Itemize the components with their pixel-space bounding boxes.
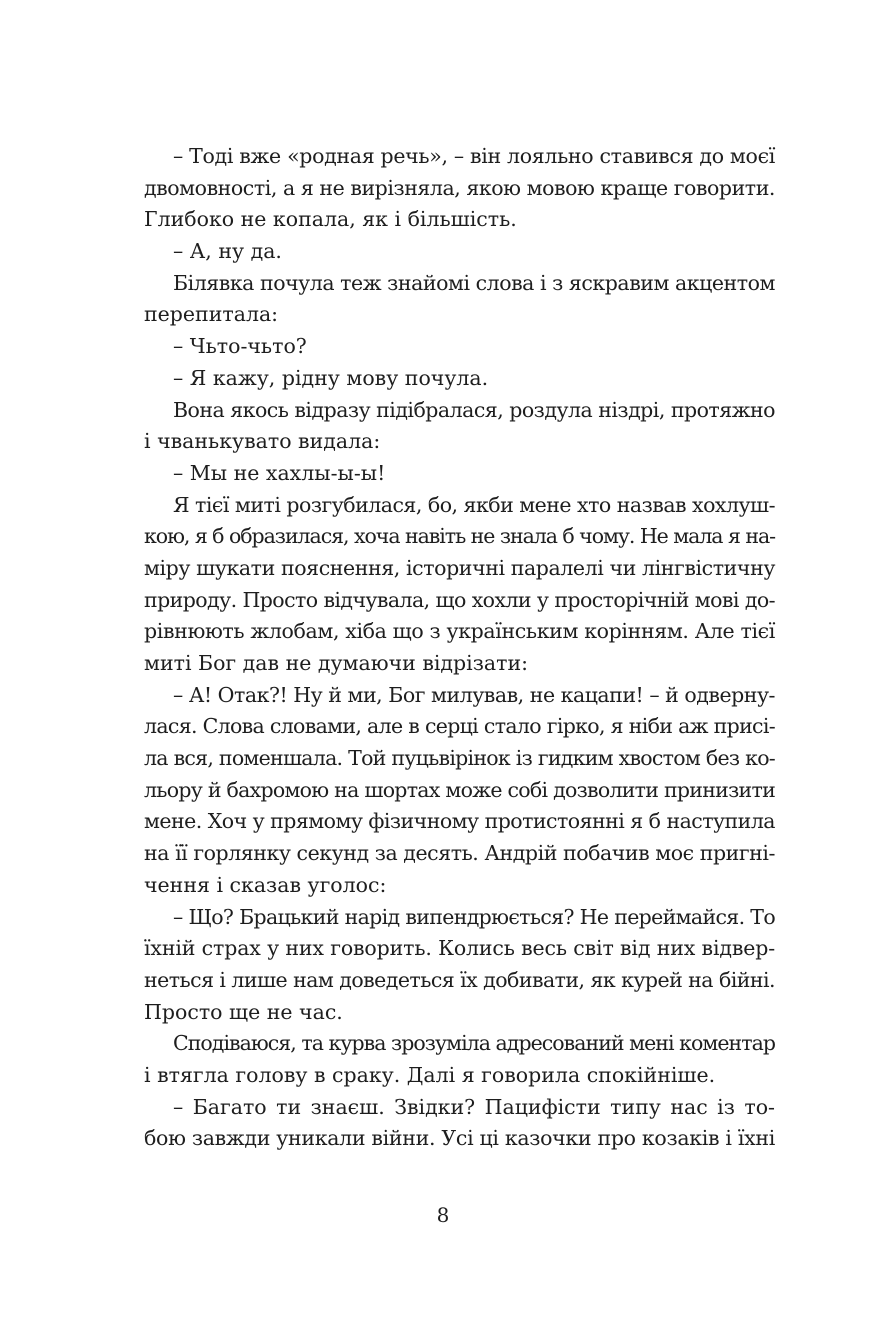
- text-line: неться і лише нам доведеться їх добивати, як курей на бійні.: [144, 967, 775, 992]
- text-line: і чванькувато видала:: [144, 429, 381, 454]
- text-line: рівнюють жлобам, хіба що з українським корінням. Але тієї: [144, 619, 775, 644]
- text-line: Я тієї миті розгубилася, бо, якби мене хто назвав хохлуш-: [173, 492, 775, 517]
- text-line: – Чьто-чьто?: [173, 334, 307, 359]
- text-line: мене. Хоч у прямому фізичному протистоянні я б наступила: [144, 809, 775, 834]
- text-line: – Я кажу, рідну мову почула.: [173, 365, 489, 390]
- text-line: їхній страх у них говорить. Колись весь світ від них відвер-: [144, 936, 775, 961]
- text-line: Сподіваюся, та курва зрозуміла адресований мені коментар: [173, 1031, 775, 1056]
- text-line: бою завжди уникали війни. Усі ці казочки про козаків і їхні: [144, 1126, 775, 1151]
- text-line: Вона якось відразу підібралася, роздула ніздрі, протяжно: [173, 397, 775, 422]
- text-line: на її горлянку секунд за десять. Андрій побачив моє пригні-: [144, 841, 775, 866]
- text-line: міру шукати пояснення, історичні паралелі чи лінгвістичну: [144, 555, 775, 580]
- text-line: – А, ну да.: [173, 239, 282, 264]
- text-line: чення і сказав уголос:: [144, 872, 387, 897]
- page-body: [144, 141, 775, 1155]
- text-line: – Багато ти знаєш. Звідки? Пацифісти типу нас із то-: [173, 1094, 775, 1119]
- text-line: – А! Отак?! Ну й ми, Бог милував, не кацапи! – й одверну-: [173, 682, 775, 707]
- text-line: і втягла голову в сраку. Далі я говорила спокійніше.: [144, 1062, 716, 1087]
- text-line: перепитала:: [144, 302, 279, 327]
- text-line: – Що? Брацький нарід випендрюється? Не переймайся. То: [173, 904, 775, 929]
- text-line: – Мы не хахлы-ы-ы!: [173, 460, 386, 485]
- text-line: ла вся, поменшала. Той пуцьвірінок із гидким хвостом без ко-: [144, 746, 776, 771]
- page-number: 8: [436, 1203, 450, 1227]
- text-line: природу. Просто відчувала, що хохли у просторічній мові до-: [144, 587, 775, 612]
- text-line: кою, я б образилася, хоча навіть не знала б чому. Не мала я на-: [144, 524, 776, 549]
- text-line: двомовності, а я не вирізняла, якою мовою краще говорити.: [144, 175, 775, 200]
- text-line: Просто ще не час.: [144, 999, 343, 1024]
- text-line: Білявка почула теж знайомі слова і з яскравим акцентом: [173, 270, 775, 295]
- text-line: льору й бахромою на шортах може собі дозволити принизити: [144, 777, 775, 802]
- text-line: Глибоко не копала, як і більшість.: [144, 207, 517, 232]
- text-line: миті Бог дав не думаючи відрізати:: [144, 651, 529, 675]
- text-line: лася. Слова словами, але в серці стало гірко, я ніби аж присі-: [144, 714, 775, 739]
- text-line: – Тоді вже «родная речь», – він лояльно ставився до моєї: [173, 144, 775, 168]
